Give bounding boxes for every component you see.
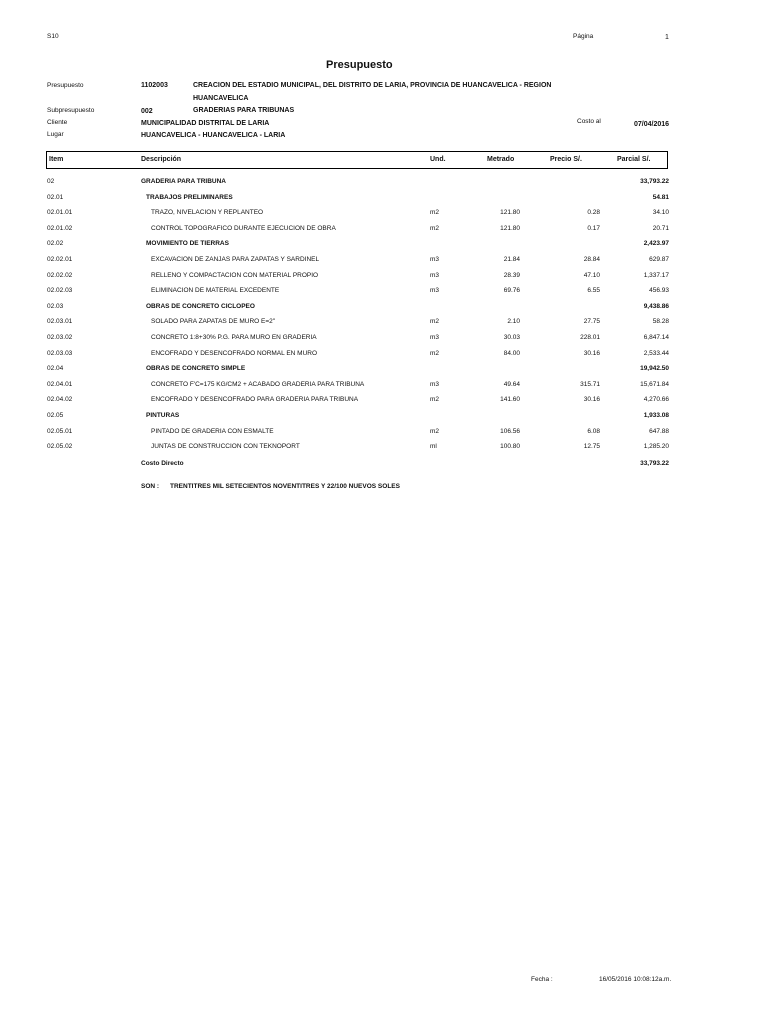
cell-unit: m3 — [430, 287, 440, 295]
cell-parcial: 456.93 — [649, 287, 669, 295]
cell-unit: m2 — [430, 209, 440, 217]
cell-item: 02.02.02 — [47, 271, 73, 279]
cell-parcial: 15,671.84 — [640, 380, 669, 388]
table-row — [0, 209, 768, 224]
table-row — [0, 178, 768, 193]
cell-item: 02.05.01 — [47, 427, 73, 435]
cell-parcial: 1,285.20 — [643, 443, 669, 451]
cell-parcial: 4,270.66 — [643, 396, 669, 404]
costo-directo-label: Costo Directo — [141, 460, 184, 467]
fecha-label: Fecha : — [531, 976, 553, 983]
cell-description: TRAZO, NIVELACION Y REPLANTEO — [151, 209, 264, 217]
cell-parcial: 1,337.17 — [643, 271, 669, 279]
costo-directo-value: 33,793.22 — [640, 460, 669, 467]
cell-description: JUNTAS DE CONSTRUCCION CON TEKNOPORT — [151, 443, 300, 451]
cell-parcial: 2,423.97 — [643, 240, 669, 248]
cell-item: 02.04.01 — [47, 380, 73, 388]
cell-parcial: 2,533.44 — [643, 349, 669, 357]
cell-metrado: 121.80 — [500, 209, 520, 217]
cell-item: 02.04.02 — [47, 396, 73, 404]
cell-item: 02.01.02 — [47, 224, 73, 232]
cell-item: 02.05.02 — [47, 443, 73, 451]
cell-description: RELLENO Y COMPACTACION CON MATERIAL PROPIO — [151, 271, 319, 279]
cell-item: 02.04 — [47, 365, 64, 373]
cell-metrado: 21.84 — [503, 256, 520, 263]
cell-item: 02 — [47, 178, 55, 185]
cell-unit: ml — [430, 443, 437, 451]
table-row — [0, 428, 768, 443]
cell-unit: m2 — [430, 318, 440, 326]
table-row — [0, 381, 768, 396]
table-row — [0, 256, 768, 271]
cell-metrado: 100.80 — [500, 443, 520, 451]
cell-metrado: 121.80 — [500, 224, 520, 232]
presupuesto-desc-line2: HUANCAVELICA — [193, 95, 249, 102]
cell-item: 02.03.01 — [47, 318, 73, 326]
cell-item: 02.03 — [47, 302, 64, 310]
cell-description: GRADERIA PARA TRIBUNA — [141, 178, 226, 185]
lugar-label: Lugar — [47, 131, 64, 138]
cell-metrado: 28.39 — [503, 271, 520, 279]
cell-description: MOVIMIENTO DE TIERRAS — [146, 240, 229, 248]
cell-item: 02.03.02 — [47, 334, 73, 341]
cell-item: 02.03.03 — [47, 349, 73, 357]
costo-al-value: 07/04/2016 — [634, 121, 670, 128]
subpresupuesto-desc: GRADERIAS PARA TRIBUNAS — [193, 107, 295, 114]
cell-description: CONCRETO 1:8+30% P.G. PARA MURO EN GRADERIA — [151, 334, 317, 341]
table-row — [0, 240, 768, 255]
cell-unit: m2 — [430, 396, 440, 404]
cell-metrado: 2.10 — [507, 318, 520, 326]
table-row — [0, 365, 768, 380]
table-row — [0, 334, 768, 349]
son-text: TRENTITRES MIL SETECIENTOS NOVENTITRES Y 22/100 NUEVOS SOLES — [170, 483, 400, 490]
cell-metrado: 141.60 — [500, 396, 520, 404]
table-row — [0, 443, 768, 458]
cell-unit: m2 — [430, 349, 440, 357]
cell-description: ELIMINACION DE MATERIAL EXCEDENTE — [151, 287, 280, 295]
cell-parcial: 34.10 — [652, 209, 669, 217]
cell-description: TRABAJOS PRELIMINARES — [146, 193, 233, 201]
header-und: Und. — [430, 156, 446, 163]
cell-description: EXCAVACION DE ZANJAS PARA ZAPATAS Y SARDINEL — [151, 256, 320, 263]
page-number: 1 — [665, 34, 669, 41]
cell-metrado: 84.00 — [503, 349, 520, 357]
cell-parcial: 58.28 — [652, 318, 669, 326]
cell-parcial: 20.71 — [652, 224, 669, 232]
cell-description: SOLADO PARA ZAPATAS DE MURO E=2" — [151, 318, 276, 326]
cell-unit: m3 — [430, 271, 440, 279]
presupuesto-label: Presupuesto — [47, 82, 84, 89]
header-precio: Precio S/. — [550, 156, 582, 163]
cell-precio: 228.01 — [580, 334, 600, 341]
page-title: Presupuesto — [326, 59, 393, 71]
cell-precio: 0.28 — [587, 209, 600, 217]
cell-description: CONCRETO F'C=175 KG/CM2 + ACABADO GRADERIA PARA TRIBUNA — [151, 380, 365, 388]
cell-metrado: 49.64 — [503, 380, 520, 388]
system-code: S10 — [47, 33, 59, 40]
table-row — [0, 303, 768, 318]
cell-parcial: 6,847.14 — [643, 334, 669, 341]
cell-precio: 47.10 — [583, 271, 600, 279]
cell-parcial: 647.88 — [649, 427, 669, 435]
table-row — [0, 272, 768, 287]
presupuesto-code: 1102003 — [141, 82, 168, 89]
cell-unit: m3 — [430, 256, 440, 263]
cell-description: ENCOFRADO Y DESENCOFRADO NORMAL EN MURO — [151, 349, 318, 357]
cell-precio: 6.55 — [587, 287, 600, 295]
subpresupuesto-label: Subpresupuesto — [47, 107, 95, 114]
table-row — [0, 350, 768, 365]
cell-unit: m2 — [430, 427, 440, 435]
cell-parcial: 33,793.22 — [640, 178, 669, 185]
cell-parcial: 54.81 — [652, 193, 669, 201]
cell-precio: 0.17 — [587, 224, 600, 232]
cell-parcial: 1,933.08 — [643, 412, 669, 419]
lugar-value: HUANCAVELICA - HUANCAVELICA - LARIA — [141, 132, 286, 139]
fecha-value: 16/05/2016 10:08:12a.m. — [599, 976, 672, 983]
cell-precio: 315.71 — [580, 380, 600, 388]
cell-precio: 27.75 — [583, 318, 600, 326]
cell-parcial: 629.87 — [649, 256, 669, 263]
subpresupuesto-code: 002 — [141, 108, 153, 115]
cell-item: 02.01 — [47, 193, 64, 201]
cell-parcial: 19,942.50 — [640, 365, 669, 373]
presupuesto-desc-line1: CREACION DEL ESTADIO MUNICIPAL, DEL DISTRITO DE LARIA, PROVINCIA DE HUANCAVELICA - REGION — [193, 82, 552, 89]
header-descripcion: Descripción — [141, 156, 182, 163]
cell-metrado: 106.56 — [500, 427, 520, 435]
table-row — [0, 287, 768, 302]
page-label: Página — [573, 33, 594, 40]
table-row — [0, 412, 768, 427]
table-row — [0, 225, 768, 240]
header-metrado: Metrado — [487, 156, 515, 163]
cell-parcial: 9,438.86 — [643, 302, 669, 310]
cell-description: ENCOFRADO Y DESENCOFRADO PARA GRADERIA PARA TRIBUNA — [151, 396, 359, 404]
cell-description: PINTADO DE GRADERIA CON ESMALTE — [151, 427, 274, 435]
son-label: SON : — [141, 483, 160, 490]
cell-precio: 30.16 — [583, 349, 600, 357]
costo-al-label: Costo al — [577, 118, 601, 125]
cell-item: 02.05 — [47, 412, 64, 419]
cell-precio: 12.75 — [583, 443, 600, 451]
cliente-value: MUNICIPALIDAD DISTRITAL DE LARIA — [141, 120, 270, 127]
cell-item: 02.02.03 — [47, 287, 73, 295]
cell-metrado: 69.76 — [503, 287, 520, 295]
cell-description: CONTROL TOPOGRAFICO DURANTE EJECUCION DE OBRA — [151, 224, 336, 232]
table-row — [0, 194, 768, 209]
cell-item: 02.02.01 — [47, 256, 73, 263]
header-item: Item — [49, 156, 64, 163]
cell-item: 02.02 — [47, 240, 64, 248]
cell-item: 02.01.01 — [47, 209, 73, 217]
cliente-label: Cliente — [47, 119, 68, 126]
cell-unit: m2 — [430, 224, 440, 232]
cell-unit: m3 — [430, 334, 440, 341]
header-parcial: Parcial S/. — [617, 156, 651, 163]
cell-description: OBRAS DE CONCRETO SIMPLE — [146, 365, 246, 373]
table-row — [0, 318, 768, 333]
cell-description: OBRAS DE CONCRETO CICLOPEO — [146, 302, 255, 310]
table-row — [0, 396, 768, 411]
cell-metrado: 30.03 — [503, 334, 520, 341]
cell-unit: m3 — [430, 380, 440, 388]
cell-precio: 28.84 — [583, 256, 600, 263]
cell-description: PINTURAS — [146, 412, 180, 419]
cell-precio: 30.16 — [583, 396, 600, 404]
cell-precio: 6.08 — [587, 427, 600, 435]
